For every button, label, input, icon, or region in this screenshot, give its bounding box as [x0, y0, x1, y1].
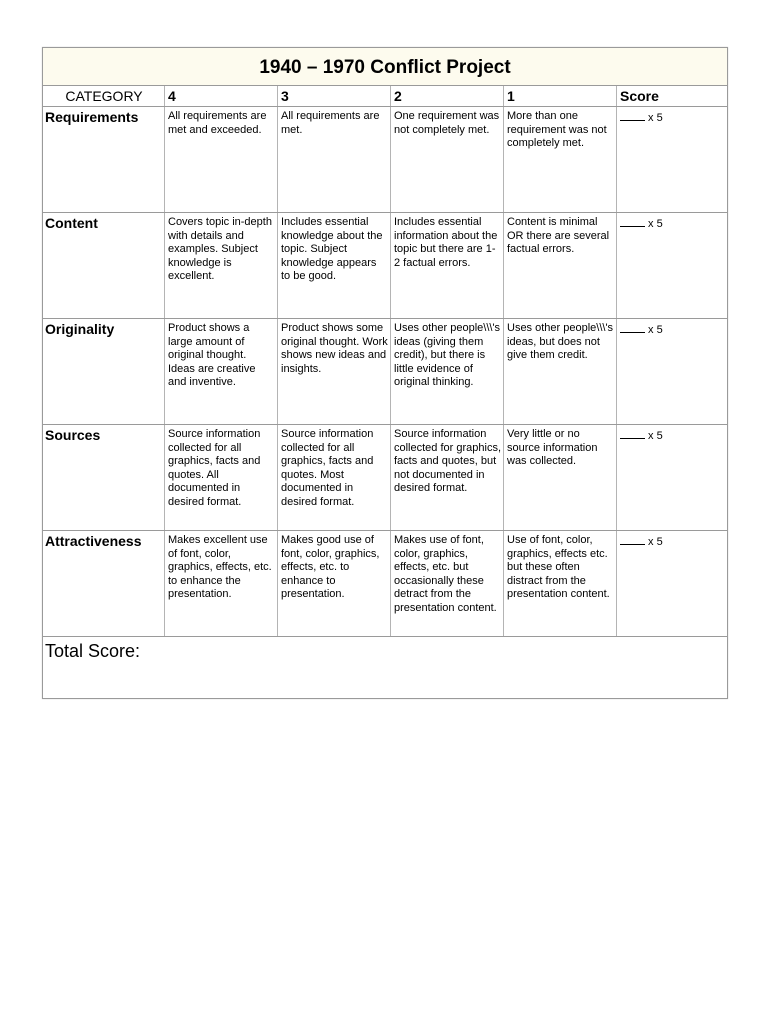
level-2-cell: One requirement was not completely met. — [390, 107, 503, 212]
level-3-cell: All requirements are met. — [277, 107, 390, 212]
row-category: Originality — [45, 321, 115, 337]
score-multiplier: x 5 — [645, 430, 663, 442]
score-cell — [616, 425, 727, 530]
header-level-3: 3 — [277, 86, 390, 106]
level-2-cell: Includes essential information about the topic but there are 1-2 factual errors. — [390, 213, 503, 318]
header-level-1: 1 — [503, 86, 616, 106]
header-row — [43, 86, 727, 107]
level-2-cell: Source information collected for graphics, facts and quotes, but not documented in desired format. — [390, 425, 503, 530]
score-blank — [620, 534, 645, 545]
level-2-cell: Uses other people\\\'s ideas (giving them credit), but there is little evidence of original thinking. — [390, 319, 503, 424]
level-4-cell: Covers topic in-depth with details and examples. Subject knowledge is excellent. — [164, 213, 277, 318]
row-category: Requirements — [45, 109, 139, 125]
score-blank — [620, 110, 645, 121]
score-cell — [616, 531, 727, 636]
row-category: Attractiveness — [45, 533, 142, 549]
total-score-label: Total Score: — [45, 641, 141, 661]
score-multiplier: x 5 — [645, 218, 663, 230]
score-cell — [616, 319, 727, 424]
total-score-row — [43, 637, 727, 698]
level-1-cell: Use of font, color, graphics, effects etc. but these often distract from the presentation content. — [503, 531, 616, 636]
score-blank — [620, 322, 645, 333]
rubric-table — [42, 47, 728, 699]
row-category: Content — [45, 215, 98, 231]
level-4-cell: Product shows a large amount of original thought. Ideas are creative and inventive. — [164, 319, 277, 424]
row-category: Sources — [45, 427, 101, 443]
score-blank — [620, 428, 645, 439]
level-4-cell: Makes excellent use of font, color, graphics, effects, etc. to enhance the presentation. — [164, 531, 277, 636]
header-level-2: 2 — [390, 86, 503, 106]
score-multiplier: x 5 — [645, 536, 663, 548]
score-cell — [616, 107, 727, 212]
table-row-content — [43, 213, 727, 319]
rubric-title: 1940 – 1970 Conflict Project — [43, 48, 727, 86]
level-1-cell: Very little or no source information was collected. — [503, 425, 616, 530]
score-multiplier: x 5 — [645, 112, 663, 124]
level-1-cell: Content is minimal OR there are several factual errors. — [503, 213, 616, 318]
level-4-cell: Source information collected for all graphics, facts and quotes. All documented in desired format. — [164, 425, 277, 530]
level-1-cell: More than one requirement was not completely met. — [503, 107, 616, 212]
score-blank — [620, 216, 645, 227]
table-row-originality — [43, 319, 727, 425]
header-score: Score — [616, 86, 727, 106]
header-level-4: 4 — [164, 86, 277, 106]
table-row-attractiveness — [43, 531, 727, 637]
score-cell — [616, 213, 727, 318]
table-row-requirements — [43, 107, 727, 213]
level-3-cell: Makes good use of font, color, graphics, effects, etc. to enhance to presentation. — [277, 531, 390, 636]
level-3-cell: Includes essential knowledge about the topic. Subject knowledge appears to be good. — [277, 213, 390, 318]
level-1-cell: Uses other people\\\'s ideas, but does not give them credit. — [503, 319, 616, 424]
score-multiplier: x 5 — [645, 324, 663, 336]
level-4-cell: All requirements are met and exceeded. — [164, 107, 277, 212]
level-3-cell: Source information collected for all graphics, facts and quotes. Most documented in desired format. — [277, 425, 390, 530]
header-category: CATEGORY — [65, 88, 143, 104]
level-3-cell: Product shows some original thought. Work shows new ideas and insights. — [277, 319, 390, 424]
level-2-cell: Makes use of font, color, graphics, effects, etc. but occasionally these detract from the presentation content. — [390, 531, 503, 636]
table-row-sources — [43, 425, 727, 531]
